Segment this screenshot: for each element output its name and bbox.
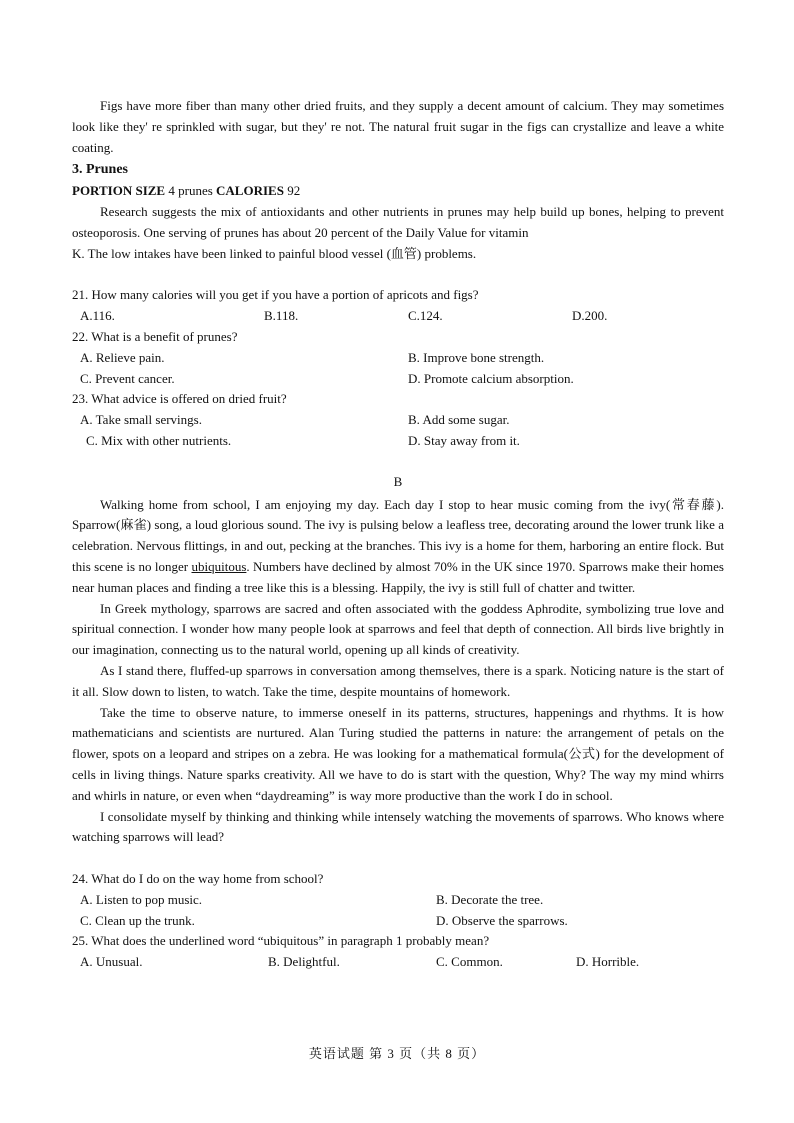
option-c[interactable]: C.124. <box>408 308 443 324</box>
option-d[interactable]: D. Stay away from it. <box>408 432 520 448</box>
passage-b-paragraph-3: As I stand there, fluffed-up sparrows in conversation among themselves, there is a spark. Noticing nature is the start of it all. Slow down to listen, to watch. Take the time, despite mountains of homework. <box>72 662 724 699</box>
prunes-paragraph: Research suggests the mix of antioxidants and other nutrients in prunes may help build up bones, helping to prevent osteoporosis. One serving of prunes has about 20 percent of the Daily Value for vitamin <box>72 203 724 240</box>
option-d[interactable]: D. Promote calcium absorption. <box>408 370 574 386</box>
option-d[interactable]: D. Horrible. <box>576 954 640 970</box>
prunes-heading: 3. Prunes <box>72 162 128 178</box>
question-25-options <box>72 952 724 973</box>
option-c[interactable]: C. Prevent cancer. <box>80 370 175 386</box>
passage-b-paragraph-2: In Greek mythology, sparrows are sacred and often associated with the goddess Aphrodite, symbolizing true love and spiritual connection. I wonder how many people look at sparrows and feel that depth of connection. All birds live brightly in our imagination, connecting us to the natural world, opening up all kinds of creativity. <box>72 600 724 658</box>
question-22: 22. What is a benefit of prunes? <box>72 328 238 344</box>
option-b[interactable]: B. Decorate the tree. <box>436 891 544 907</box>
option-d[interactable]: D.200. <box>572 308 608 324</box>
option-a[interactable]: A. Relieve pain. <box>80 349 165 365</box>
option-a[interactable]: A. Take small servings. <box>80 412 202 428</box>
passage-b-paragraph-5: I consolidate myself by thinking and thinking while intensely watching the movements of sparrows. Who knows where watching sparrows will lead? <box>72 808 724 845</box>
option-a[interactable]: A.116. <box>80 308 115 324</box>
question-21: 21. How many calories will you get if you have a portion of apricots and figs? <box>72 287 479 303</box>
option-b[interactable]: B. Delightful. <box>268 954 340 970</box>
prunes-portion-info <box>72 181 724 202</box>
passage-b-paragraph-1 <box>72 495 724 599</box>
option-d[interactable]: D. Observe the sparrows. <box>436 912 568 928</box>
page-content <box>72 96 724 973</box>
paragraph-1-text-start: Walking home from school, I am enjoying my day. Each day I stop to hear music coming from the ivy(常春藤). Sparrow(麻雀) song, a loud glorious sound. The ivy is pulsing below a leafless tree, decorating around the lower trunk like a celebration. Nervous flittings, in and out, pecking at the branches. This ivy is a home for them, harboring an entire flock. But this scene is no longer <box>72 496 724 574</box>
calories-label: CALORIES <box>216 183 284 199</box>
option-b[interactable]: B.118. <box>264 308 299 324</box>
paragraph-1-text-end: . Numbers have declined by almost 70% in the UK since 1970. Sparrows make their homes near human places and finding a tree like this is a blessing. Happily, the ivy is still full of chatter and twitter. <box>72 558 724 595</box>
prunes-paragraph-end: K. The low intakes have been linked to painful blood vessel (血管) problems. <box>72 245 477 261</box>
question-22-options-row2 <box>72 369 724 390</box>
question-23-options-row1 <box>72 410 724 431</box>
portion-size-value: 4 prunes <box>168 183 213 199</box>
option-a[interactable]: A. Listen to pop music. <box>80 891 203 907</box>
section-b-title: B <box>393 473 403 489</box>
question-23: 23. What advice is offered on dried fruit? <box>72 391 287 407</box>
option-b[interactable]: B. Add some sugar. <box>408 412 510 428</box>
question-23-options-row2 <box>72 431 724 452</box>
question-25: 25. What does the underlined word “ubiquitous” in paragraph 1 probably mean? <box>72 933 490 949</box>
passage-b-paragraph-4: Take the time to observe nature, to immerse oneself in its patterns, structures, happenings and rhythms. It is how mathematicians and scientists are nurtured. Alan Turing studied the patterns in nature: the arrangement of petals on the flower, spots on a leopard and stripes on a zebra. He was looking for a mathematical formula(公式) for the development of cells in living things. Nature sparks creativity. All we have to do is start with the question, Why? The way my mind whirrs and whirls in nature, or even when “daydreaming” is way more productive than the work I do in school. <box>72 704 724 803</box>
question-24-options-row2 <box>72 911 724 932</box>
figs-paragraph: Figs have more fiber than many other dried fruits, and they supply a decent amount of calcium. They may sometimes look like they' re sprinkled with sugar, but they' re not. The natural fruit sugar in the figs can crystallize and leave a white coating. <box>72 98 724 155</box>
page-footer: 英语试题 第 3 页（共 8 页） <box>308 1046 486 1061</box>
option-c[interactable]: C. Mix with other nutrients. <box>86 432 232 448</box>
option-c[interactable]: C. Clean up the trunk. <box>80 912 195 928</box>
question-21-options <box>72 306 724 327</box>
question-24: 24. What do I do on the way home from school? <box>72 871 324 887</box>
option-b[interactable]: B. Improve bone strength. <box>408 349 545 365</box>
question-22-options-row1 <box>72 348 724 369</box>
portion-size-label: PORTION SIZE <box>72 183 166 199</box>
option-c[interactable]: C. Common. <box>436 954 503 970</box>
question-24-options-row1 <box>72 890 724 911</box>
calories-value: 92 <box>287 183 301 199</box>
option-a[interactable]: A. Unusual. <box>80 954 143 970</box>
underlined-word-ubiquitous: ubiquitous <box>191 558 247 574</box>
